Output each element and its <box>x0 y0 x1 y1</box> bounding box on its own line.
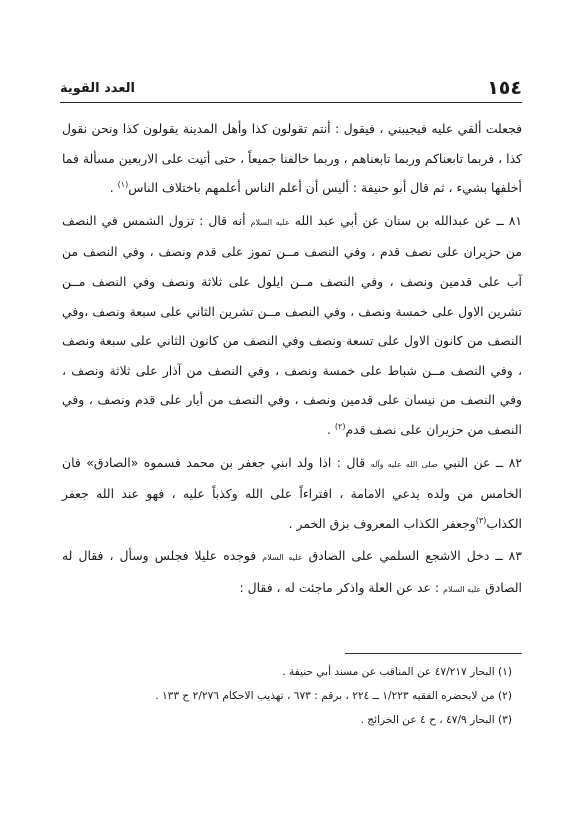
hadith-head: ٨٢ ــ عن النبي <box>437 454 522 470</box>
hadith-text: فوجده عليلا فجلس وسأل ، فقال له الصادق <box>62 548 522 595</box>
page-number: ١٥٤ <box>487 77 522 99</box>
page-header <box>60 72 522 100</box>
hadith-83 <box>62 541 522 604</box>
honorific-glyph: عليه السلام <box>250 217 290 227</box>
paragraph-tail: . <box>109 180 118 196</box>
footnote-rule <box>345 653 522 654</box>
footnote-1: (١) البحار ٤٧/٢١٧ عن المناقب عن مسند أبي حنيفة . <box>282 666 512 678</box>
hadith-head: ٨٣ ــ دخل الاشجع السلمي على الصادق <box>302 548 522 564</box>
hadith-text: أنه قال : تزول الشمس في النصف من حزيران على نصف قدم ، وفي النصف مــن تموز على قدم ونصف ، وفي النصف من آب على قدمين ونصف ، وفي النصف مــن ايلول على ثلاثة ونصف وفي النصف مــن تشرين الاول على خمسة ونصف ، وفي النصف مــن تشرين الثاني على سبعة ونصف ،وفي النصف من كانون الاول على تسعة ونصف وفي النصف من كانون الثاني على سبعة ونصف ، وفي النصف مــن شباط على خمسة ونصف ، وفي النصف من آذار على ثلاثة ونصف ، وفي النصف من نيسان على قدمين ونصف ، وفي النصف من أيار على قدم ونصف ، وفي النصف من حزيران على نصف قدم <box>62 212 522 437</box>
footnote-3: (٣) البحار ٤٧/٩ ، ح ٤ عن الخرائج . <box>360 714 512 726</box>
footnote-ref: (٣) <box>475 515 487 525</box>
footnote-ref: (١) <box>117 180 129 190</box>
hadith-81 <box>62 206 522 445</box>
honorific-glyph: عليه السلام <box>442 584 482 594</box>
main-text <box>62 114 522 605</box>
paragraph-tail: . <box>327 421 335 437</box>
footnotes <box>62 660 522 732</box>
paragraph-text: فجعلت ألقي عليه فيجيبني ، فيقول : أنتم تقولون كذا وأهل المدينة يقولون كذا ونحن نقول كذا ، فربما تابعناكم وربما تابعناهم ، وربما خالفنا جميعاً ، حتى أتيت على الاربعين مسألة فما أخلفها بشيء ، ثم قال أبو حنيفة : أليس أن أعلم الناس أعلمهم باختلاف الناس <box>62 121 522 196</box>
paragraph-continuation <box>62 114 522 203</box>
footnote-ref: (٢) <box>334 421 346 431</box>
running-title: العدد القوية <box>60 81 135 96</box>
honorific-glyph: صلى الله عليه وآله <box>370 459 438 469</box>
hadith-head: ٨١ ــ عن عبدالله بن سنان عن أبي عبد الله <box>289 212 522 228</box>
paragraph-tail: : عد عن العلة واذكر ماجئت له ، فقال : <box>239 579 443 595</box>
hadith-text: قال : اذا ولد ابني جعفر بن محمد فسموه «الصادق» فان الخامس من ولده يدعي الامامة ، افتراءاً على الله وكذباً عليه ، فهو عند الله جعفر الكذاب <box>62 454 522 531</box>
honorific-glyph: عليه السلام <box>262 553 303 563</box>
hadith-82 <box>62 448 522 539</box>
paragraph-tail: وجعفر الكذاب المعروف بزق الخمر . <box>288 515 476 531</box>
footnote-2: (٢) من لايحضره الفقيه ١/٢٢٣ ــ ٢٢٤ ، برقم : ٦٧٣ ، تهذيب الاحكام ٢/٢٧٦ ح ١٣٣ . <box>155 690 512 702</box>
header-rule <box>60 102 522 103</box>
